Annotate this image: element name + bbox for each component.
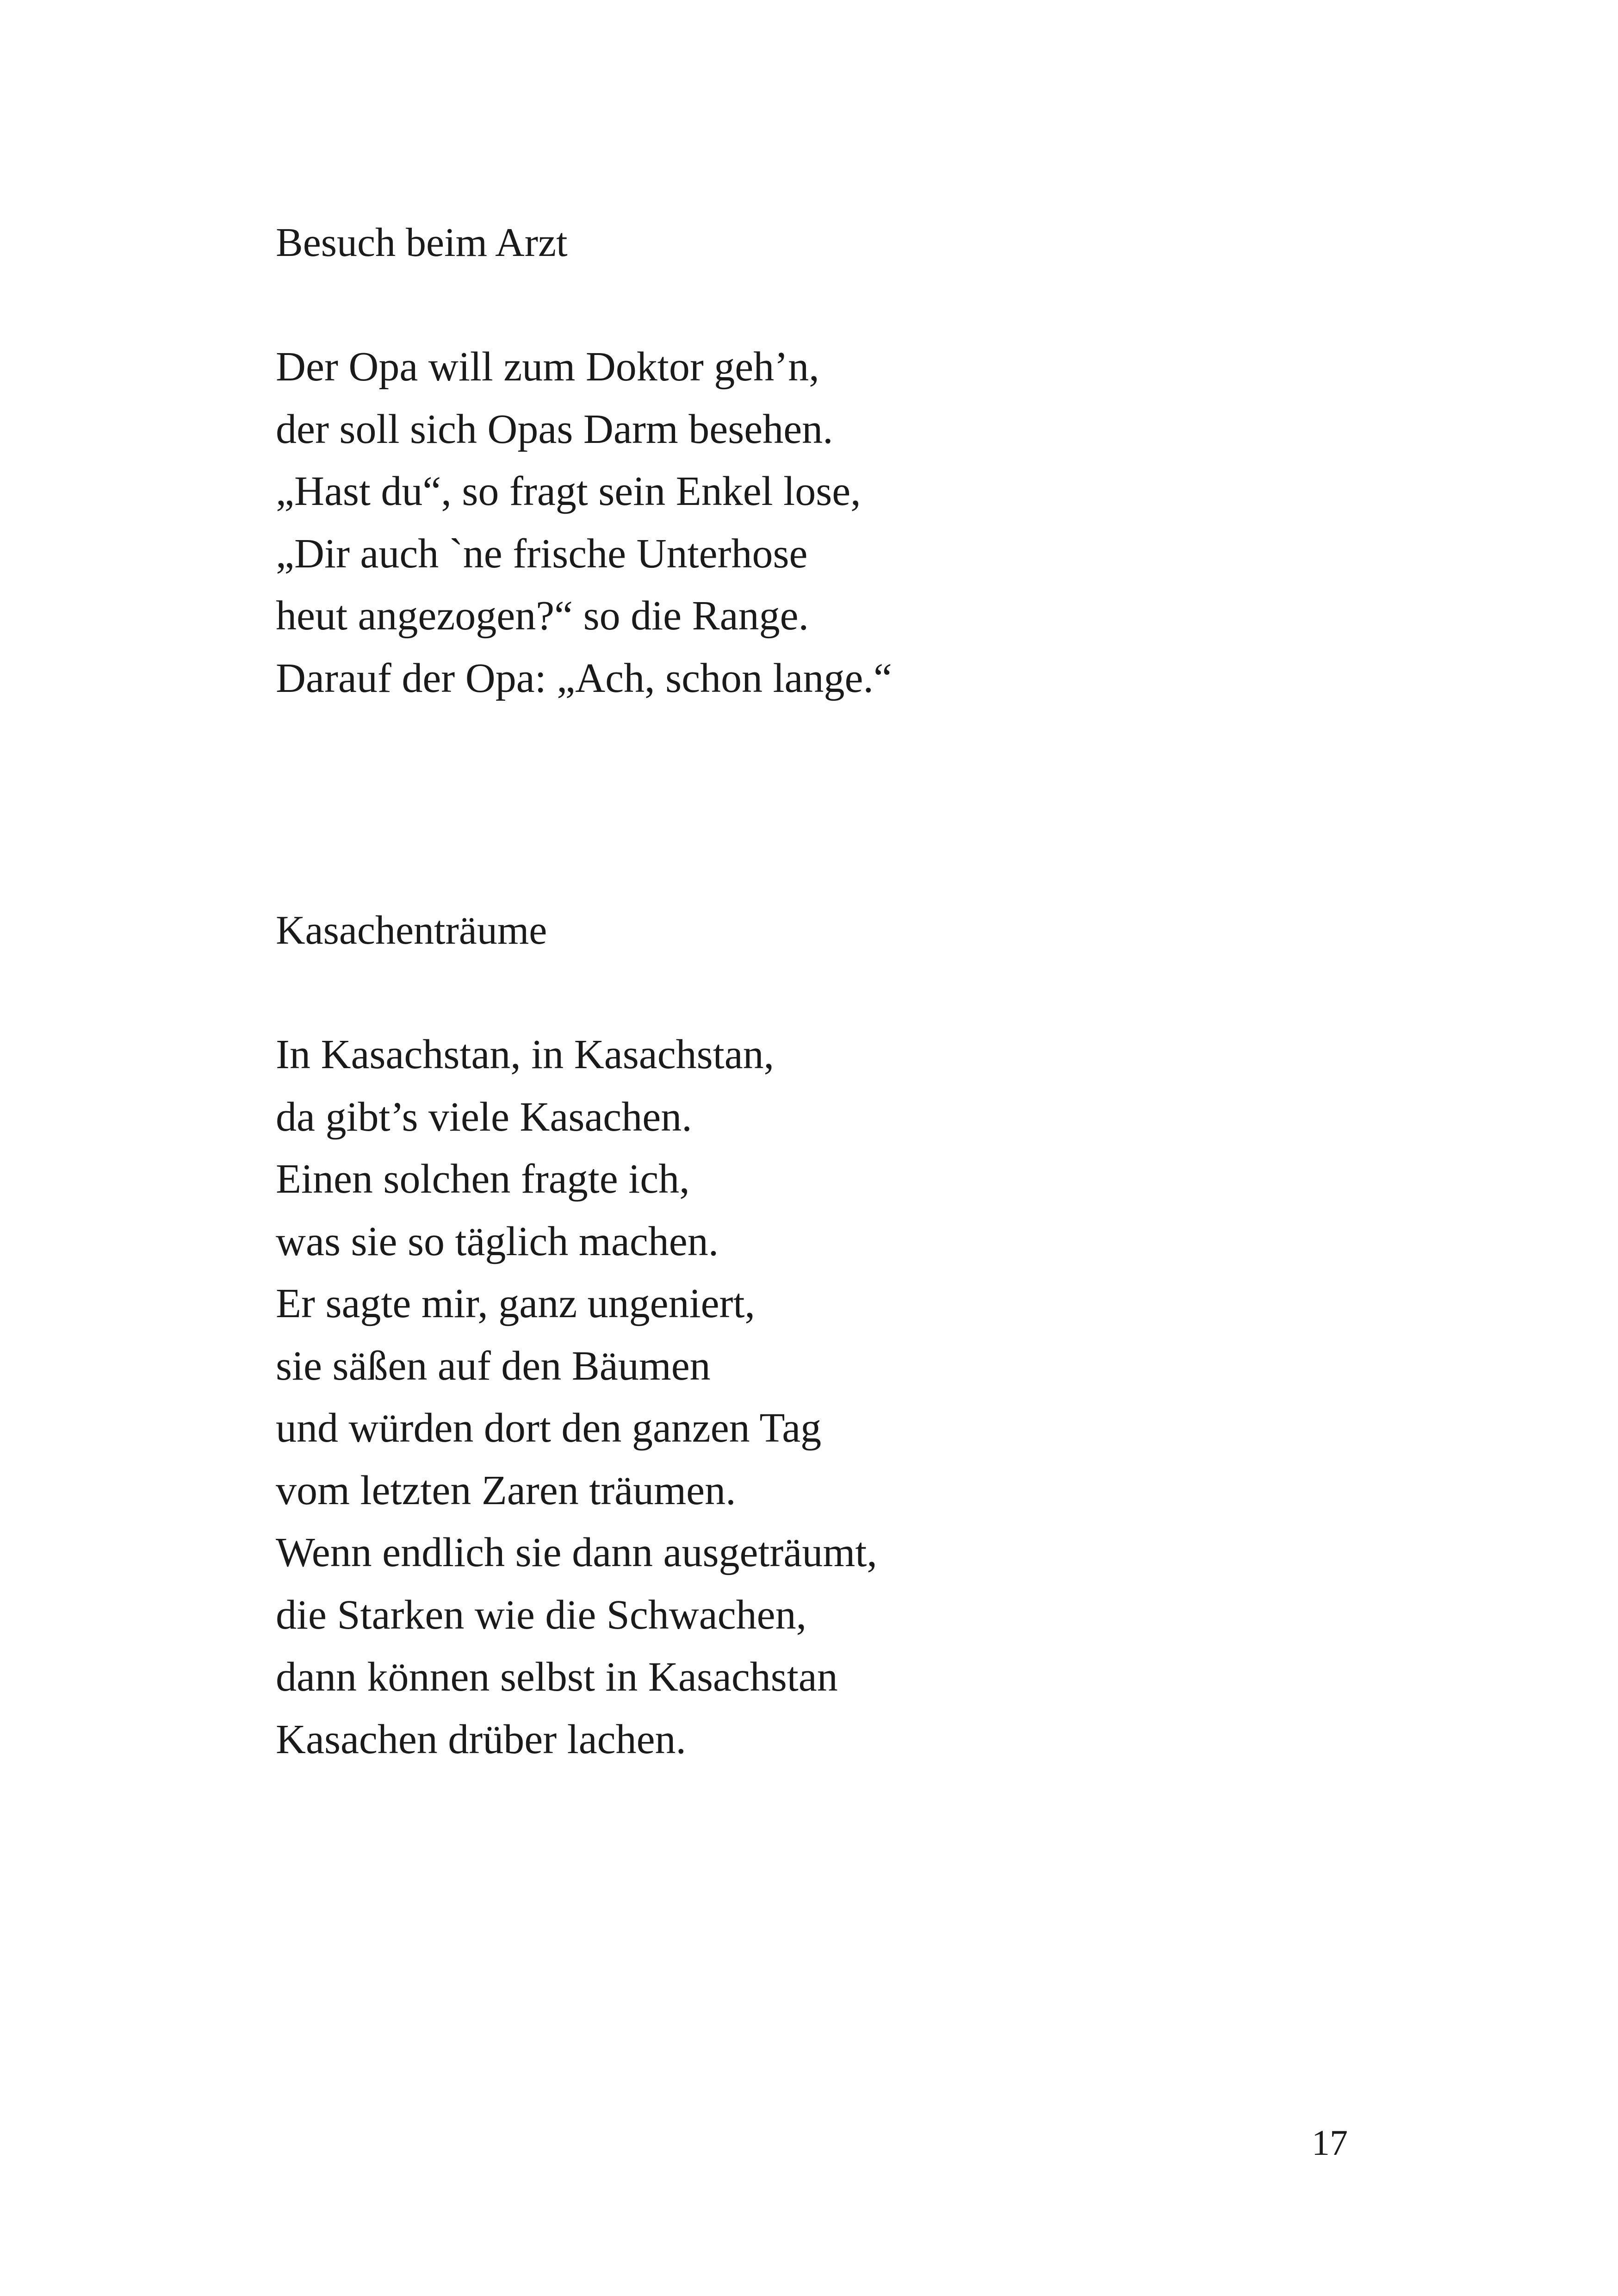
poem-stanza (276, 1024, 1386, 1771)
poem-line: heut angezogen?“ so die Range. (276, 593, 809, 639)
poem-line: Kasachen drüber lachen. (276, 1716, 687, 1762)
poem-title: Kasachenträume (276, 908, 547, 953)
poem-line: Der Opa will zum Doktor geh’n, (276, 344, 819, 390)
poem-line: sie säßen auf den Bäumen (276, 1343, 711, 1389)
poem-line: da gibt’s viele Kasachen. (276, 1094, 692, 1140)
poem-line: In Kasachstan, in Kasachstan, (276, 1032, 775, 1077)
poem-besuch-beim-arzt (276, 212, 1386, 709)
poem-kasachentraeume (276, 900, 1386, 1771)
poem-line: Einen solchen fragte ich, (276, 1156, 690, 1202)
poem-line: Darauf der Opa: „Ach, schon lange.“ (276, 655, 892, 701)
page-number: 17 (1312, 2122, 1348, 2163)
poem-line: und würden dort den ganzen Tag (276, 1405, 822, 1451)
poem-line: dann können selbst in Kasachstan (276, 1654, 838, 1700)
poem-line: vom letzten Zaren träumen. (276, 1467, 736, 1513)
poem-line: Er sagte mir, ganz ungeniert, (276, 1281, 756, 1326)
poem-stanza (276, 336, 1386, 709)
poem-line: der soll sich Opas Darm besehen. (276, 406, 833, 452)
poem-line: Wenn endlich sie dann ausgeträumt, (276, 1530, 877, 1575)
poem-line: die Starken wie die Schwachen, (276, 1592, 807, 1638)
poem-title: Besuch beim Arzt (276, 220, 568, 265)
poem-line: was sie so täglich machen. (276, 1218, 719, 1264)
poem-line: „Dir auch `ne frische Unterhose (276, 530, 808, 577)
poem-line: „Hast du“, so fragt sein Enkel lose, (276, 468, 861, 514)
